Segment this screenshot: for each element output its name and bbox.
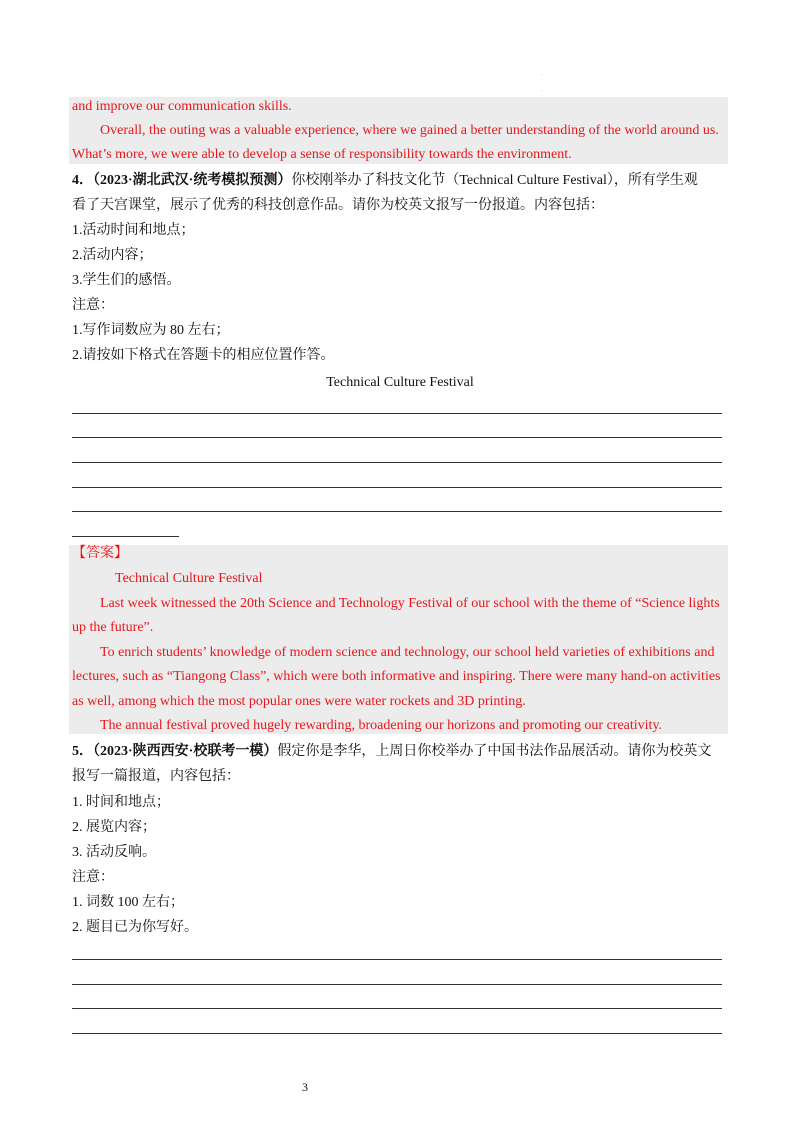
answer4-p2-line-3: as well, among which the most popular ones were water rockets and 3D printing. <box>72 694 526 709</box>
prev-answer-line-2: Overall, the outing was a valuable experience, where we gained a better understanding of the world around us. <box>100 123 719 138</box>
header-mark-1: . <box>541 71 543 77</box>
writing-line <box>72 1033 722 1034</box>
q4-number: 4． <box>72 173 93 188</box>
q4-note-2: 2.请按如下格式在答题卡的相应位置作答。 <box>72 348 335 363</box>
q5-note-1: 1. 词数 100 左右； <box>72 895 184 910</box>
writing-line <box>72 487 722 488</box>
answer4-p3-line-1: The annual festival proved hugely rewarding, broadening our horizons and promoting our creativity. <box>100 718 663 733</box>
answer4-title: Technical Culture Festival <box>115 571 263 586</box>
writing-line <box>72 437 722 438</box>
q5-number: 5． <box>72 744 93 759</box>
q5-prompt-line-2: 报写一篇报道，内容包括： <box>72 769 240 784</box>
q4-item-2: 2.活动内容； <box>72 248 153 263</box>
q4-note-1: 1.写作词数应为 80 左右； <box>72 323 230 338</box>
q5-notice-label: 注意： <box>72 870 114 885</box>
writing-line <box>72 462 722 463</box>
q4-prompt-line-1 <box>72 172 698 190</box>
q4-notice-label: 注意： <box>72 298 114 313</box>
q5-item-2: 2. 展览内容； <box>72 820 156 835</box>
q4-prompt-line-2: 看了天宫课堂，展示了优秀的科技创意作品。请你为校英文报写一份报道。内容包括： <box>72 198 604 213</box>
prev-answer-line-3: What’s more, we were able to develop a sense of responsibility towards the environment. <box>72 147 572 162</box>
page-number: 3 <box>302 1080 308 1094</box>
answer4-p2-line-1: To enrich students’ knowledge of modern science and technology, our school held varieties of exhibitions and <box>100 645 715 660</box>
q4-essay-title: Technical Culture Festival <box>326 375 474 390</box>
writing-line <box>72 413 722 414</box>
answer4-p2-line-2: lectures, such as “Tiangong Class”, which were both informative and inspiring. There were many hand-on activities <box>72 669 721 684</box>
q5-note-2: 2. 题目已为你写好。 <box>72 920 198 935</box>
q5-prompt-text-1: 假定你是李华，上周日你校举办了中国书法作品展活动。请你为校英文 <box>277 744 712 759</box>
header-mark-2: . <box>541 87 543 93</box>
q5-item-1: 1. 时间和地点； <box>72 795 170 810</box>
writing-line-short <box>72 536 179 537</box>
q5-item-3: 3. 活动反响。 <box>72 845 156 860</box>
writing-line <box>72 1008 722 1009</box>
writing-line <box>72 959 722 960</box>
q4-source: （2023·湖北武汉·统考模拟预测） <box>93 173 292 188</box>
answer4-p1-line-1: Last week witnessed the 20th Science and Technology Festival of our school with the theme of “Science lights <box>100 596 720 611</box>
answer4-label: 【答案】 <box>72 546 128 561</box>
q5-prompt-line-1 <box>72 743 711 761</box>
answer4-p1-line-2: up the future”. <box>72 620 154 635</box>
writing-line <box>72 984 722 985</box>
prev-answer-line-1: and improve our communication skills. <box>72 99 292 114</box>
q4-item-3: 3.学生们的感悟。 <box>72 273 181 288</box>
q4-item-1: 1.活动时间和地点； <box>72 223 195 238</box>
q5-source: （2023·陕西西安·校联考一模） <box>93 744 278 759</box>
writing-line <box>72 511 722 512</box>
q4-prompt-text-1: 你校刚举办了科技文化节（Technical Culture Festival），所有学生观 <box>291 173 698 188</box>
